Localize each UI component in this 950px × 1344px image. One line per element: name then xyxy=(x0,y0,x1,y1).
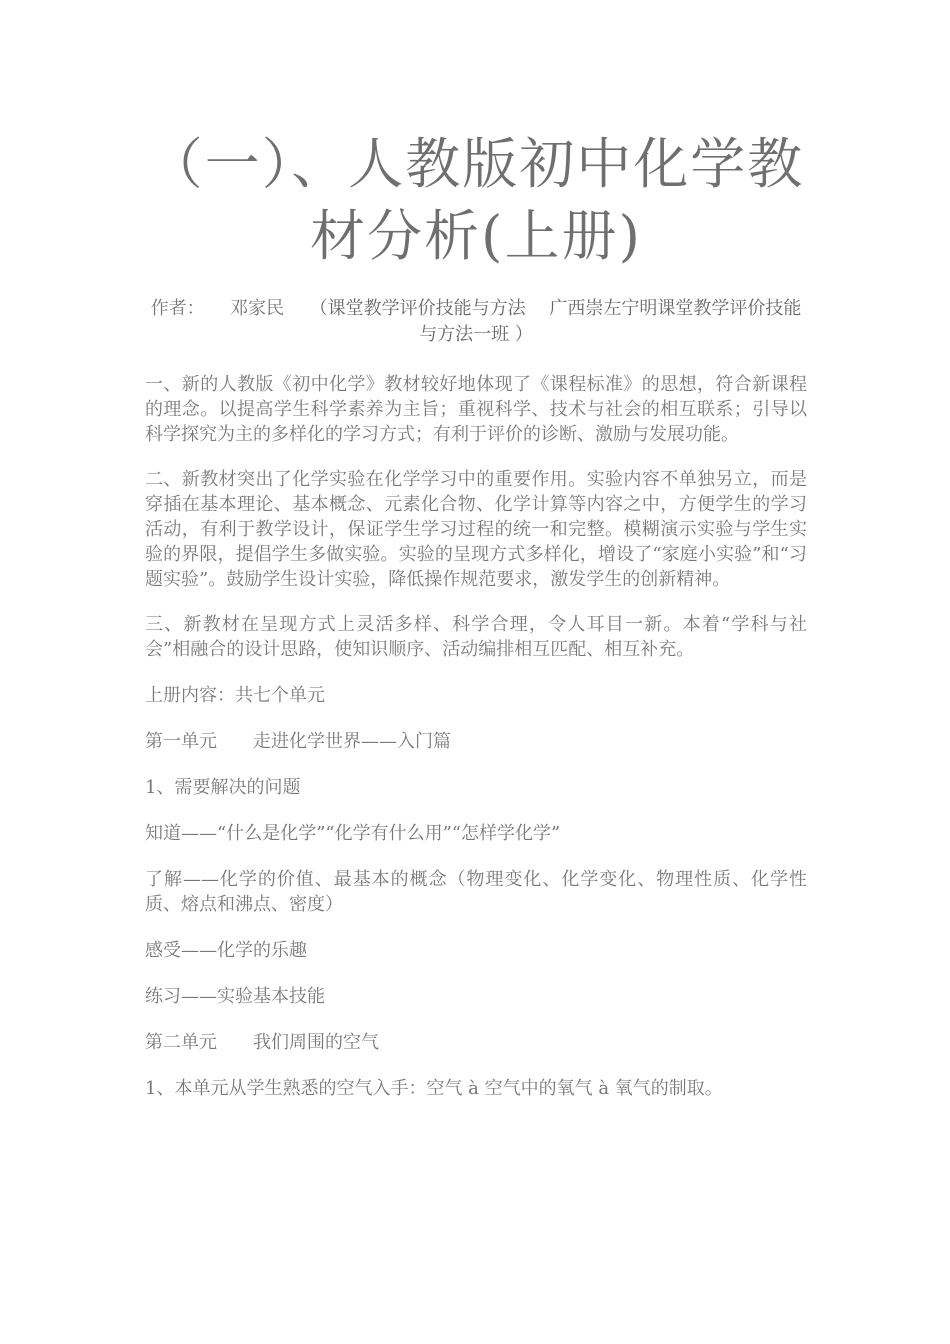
document-title: （一）、人教版初中化学教材分析(上册) xyxy=(147,132,805,268)
paragraph-2: 二、新教材突出了化学实验在化学学习中的重要作用。实验内容不单独另立，而是穿插在基本理论、基本概念、元素化合物、化学计算等内容之中，方便学生的学习活动，有利于教学设计，保证学生学习过程的统一和完整。模糊演示实验与学生实验的界限，提倡学生多做实验。实验的呈现方式多样化，增设了“家庭小实验”和“习题实验”。鼓励学生设计实验，降低操作规范要求，激发学生的创新精神。 xyxy=(145,469,807,590)
unit-1-heading: 第一单元 走进化学世界——入门篇 xyxy=(145,731,451,752)
unit-1-know: 知道——“什么是化学”“化学有什么用”“怎样学化学” xyxy=(145,823,561,844)
paragraph-3: 三、新教材在呈现方式上灵活多样、科学合理，令人耳目一新。本着“学科与社会”相融合的设计思路，使知识顺序、活动编排相互匹配、相互补充。 xyxy=(145,614,807,660)
course-info: （课堂教学评价技能与方法 广西崇左宁明课堂教学评价技能与方法一班 ） xyxy=(309,298,802,345)
author-line xyxy=(145,296,807,348)
unit-1-problems: 1、需要解决的问题 xyxy=(145,777,301,798)
unit-1-feel: 感受——化学的乐趣 xyxy=(145,940,307,961)
unit-2-intro: 1、本单元从学生熟悉的空气入手：空气 à 空气中的氧气 à 氧气的制取。 xyxy=(145,1078,723,1099)
unit-1-understand: 了解——化学的价值、最基本的概念（物理变化、化学变化、物理性质、化学性质、熔点和沸点、密度） xyxy=(145,869,807,915)
author-name: 邓家民 xyxy=(230,298,285,319)
unit-1-practice: 练习——实验基本技能 xyxy=(145,986,325,1007)
author-label: 作者： xyxy=(150,298,205,319)
unit-2-heading: 第二单元 我们周围的空气 xyxy=(145,1032,379,1053)
contents-summary: 上册内容：共七个单元 xyxy=(145,685,325,706)
document-page xyxy=(145,128,807,1101)
paragraph-1: 一、新的人教版《初中化学》教材较好地体现了《课程标准》的思想，符合新课程的理念。以提高学生科学素养为主旨；重视科学、技术与社会的相互联系；引导以科学探究为主的多样化的学习方式；有利于评价的诊断、激励与发展功能。 xyxy=(145,374,807,445)
